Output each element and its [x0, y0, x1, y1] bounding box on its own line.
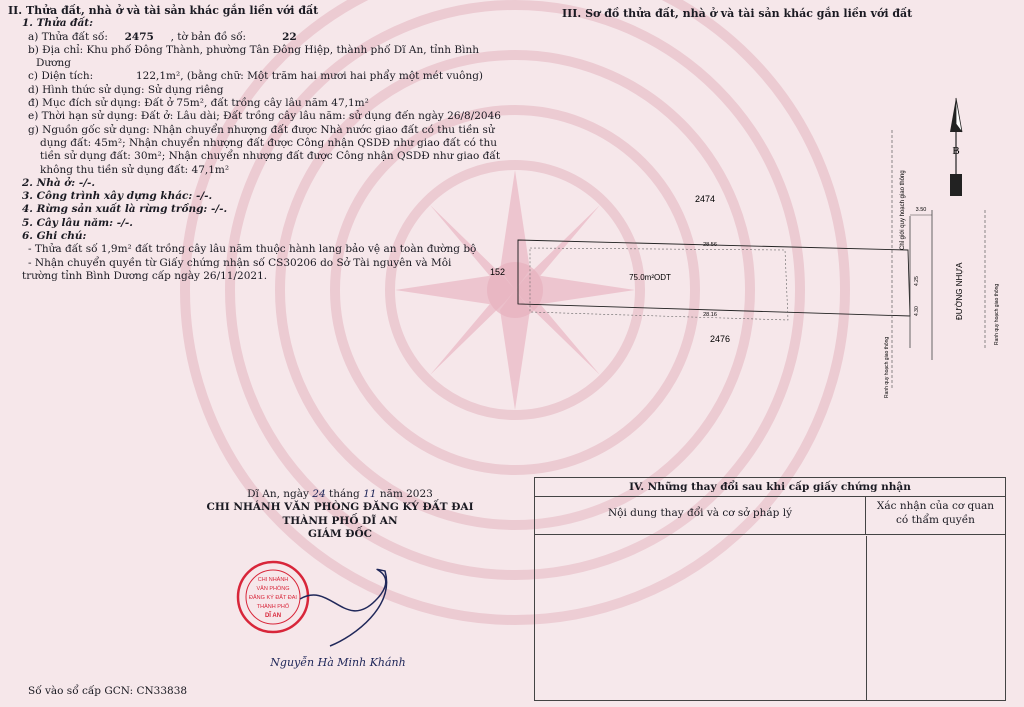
parcel-outline [518, 240, 910, 316]
dim-side-2: 4.30 [914, 306, 920, 316]
north-label: B [952, 145, 960, 157]
usage-term-value: Đất ở: Lâu dài; Đất trồng cây lâu năm: sử dụng đến ngày 26/8/2046 [140, 110, 501, 123]
office-name: CHI NHÁNH VĂN PHÒNG ĐĂNG KÝ ĐẤT ĐAI [206, 501, 474, 514]
notes-heading: 6. Ghi chú: [22, 230, 87, 243]
parcel-label-north: 2474 [694, 194, 716, 204]
note-2-line1: - Nhận chuyển quyền từ Giấy chứng nhận số CS30206 do Sở Tài nguyên và Môi [28, 256, 452, 269]
usage-form-value: Sử dụng riêng [147, 83, 224, 96]
changes-table-column-divider [866, 536, 867, 700]
parcel-id-label: 152 [490, 267, 506, 277]
dim-road: 3.50 [915, 207, 927, 213]
certificate-registry-number: Số vào sổ cấp GCN: CN33838 [28, 685, 188, 697]
section-iv-title: IV. Những thay đổi sau khi cấp giấy chứng nhận [535, 478, 1005, 497]
parcel-label-south: 2476 [709, 334, 731, 344]
note-1: - Thửa đất số 1,9m² đất trồng cây lâu năm thuộc hành lang bảo vệ an toàn đường bộ [28, 243, 477, 256]
parcel-number-label: a) Thửa đất số: [28, 30, 108, 43]
origin-line3: tiền sử dụng đất: 30m²; Nhận chuyển nhượng đất được Công nhận QSDĐ như giao đất [40, 150, 501, 163]
changes-table-header [535, 497, 1005, 535]
traffic-plan-boundary-label: Ranh quy hoạch giao thông [884, 336, 890, 398]
seal-text-4: DĨ AN [264, 613, 282, 620]
issue-month: 11 [363, 488, 377, 500]
authority-confirmation-column-header [866, 497, 1005, 534]
seal-text-2: ĐĂNG KÝ ĐẤT ĐAI [249, 595, 297, 602]
signature-scribble [300, 569, 387, 646]
usage-form-label: d) Hình thức sử dụng: [28, 83, 145, 96]
traffic-plan-line-label: Chỉ giới quy hoạch giao thông [900, 170, 906, 250]
parcel-plan-diagram [490, 90, 1020, 410]
issue-day: 24 [312, 488, 326, 500]
authority-header-line2: có thẩm quyền [896, 514, 975, 526]
issue-date [170, 488, 510, 501]
section-ii-title: II. Thửa đất, nhà ở và tài sản khác gắn liền với đất [8, 4, 319, 17]
origin-line1: g) Nguồn gốc sử dụng: Nhận chuyển nhượng đất được Nhà nước giao đất có thu tiền sử [28, 123, 495, 136]
month-label: tháng [329, 488, 360, 500]
signer-name: Nguyễn Hà Minh Khánh [270, 656, 406, 670]
address-line2: Dương [36, 57, 71, 70]
seal-text-top: CHI NHÁNH [257, 577, 289, 584]
other-construction-row: 3. Công trình xây dựng khác: -/-. [22, 190, 213, 203]
parcel-heading: 1. Thửa đất: [22, 17, 94, 30]
usage-purpose-label: đ) Mục đích sử dụng: [28, 97, 141, 110]
office-city: THÀNH PHỐ DĨ AN [282, 514, 398, 527]
road-edge-label: Ranh quy hoạch giao thông [994, 283, 1000, 345]
changes-table [534, 477, 1006, 701]
area-odt-label: 75.0m²ODT [629, 273, 671, 282]
issue-year: năm 2023 [379, 488, 433, 500]
content-change-column-header: Nội dung thay đổi và cơ sở pháp lý [535, 497, 866, 534]
parcel-number: 2475 [124, 30, 154, 43]
road-label: ĐƯỜNG NHỰA [955, 262, 964, 320]
address-line1: b) Địa chỉ: Khu phố Đông Thành, phường Tân Đông Hiệp, thành phố Dĩ An, tỉnh Bình [28, 43, 479, 56]
date-prefix: Dĩ An, ngày [247, 488, 309, 500]
seal-text-3: THÀNH PHỐ [256, 604, 290, 611]
note-2-line2: trường tỉnh Bình Dương cấp ngày 26/11/2021. [22, 269, 268, 282]
section-iii-title: III. Sơ đồ thửa đất, nhà ở và tài sản khác gắn liền với đất [562, 7, 913, 20]
usage-form-row [8, 84, 513, 97]
usage-term-label: e) Thời hạn sử dụng: [28, 110, 138, 123]
area-value: 122,1m², (bằng chữ: Một trăm hai mươi hai phẩy một mét vuông) [136, 70, 484, 83]
origin-line2: dụng đất: 45m²; Nhận chuyển nhượng đất được Công nhận QSDĐ như giao đất có thu [40, 136, 498, 149]
signature-block [170, 488, 510, 681]
authority-header-line1: Xác nhận của cơ quan [876, 500, 995, 512]
parcel-number-row [8, 31, 513, 44]
north-arrow-icon [950, 98, 962, 196]
director-title: GIÁM ĐỐC [308, 527, 372, 540]
area-row [8, 70, 513, 83]
residential-area-outline [530, 248, 788, 320]
planted-forest-row: 4. Rừng sản xuất là rừng trồng: -/-. [22, 203, 228, 216]
usage-purpose-row [8, 97, 513, 110]
seal-text-1: VĂN PHÒNG [256, 586, 290, 593]
map-sheet-label: , tờ bản đồ số: [170, 30, 247, 43]
land-parcel-section [8, 4, 513, 283]
official-seal-and-signature [170, 541, 510, 681]
usage-purpose-value: Đất ở 75m², đất trồng cây lâu năm 47,1m² [144, 97, 369, 110]
origin-line4: không thu tiền sử dụng đất: 47,1m² [40, 163, 230, 176]
area-label: c) Diện tích: [28, 70, 94, 83]
dim-bottom: 28.16 [703, 312, 717, 318]
usage-term-row [8, 110, 513, 123]
official-seal-icon [238, 562, 308, 632]
house-row: 2. Nhà ở: -/-. [22, 176, 96, 189]
map-sheet-number: 22 [282, 30, 297, 43]
dim-side-1: 4.25 [914, 276, 920, 286]
dim-top: 28.56 [703, 242, 717, 248]
perennial-trees-row: 5. Cây lâu năm: -/-. [22, 216, 133, 229]
